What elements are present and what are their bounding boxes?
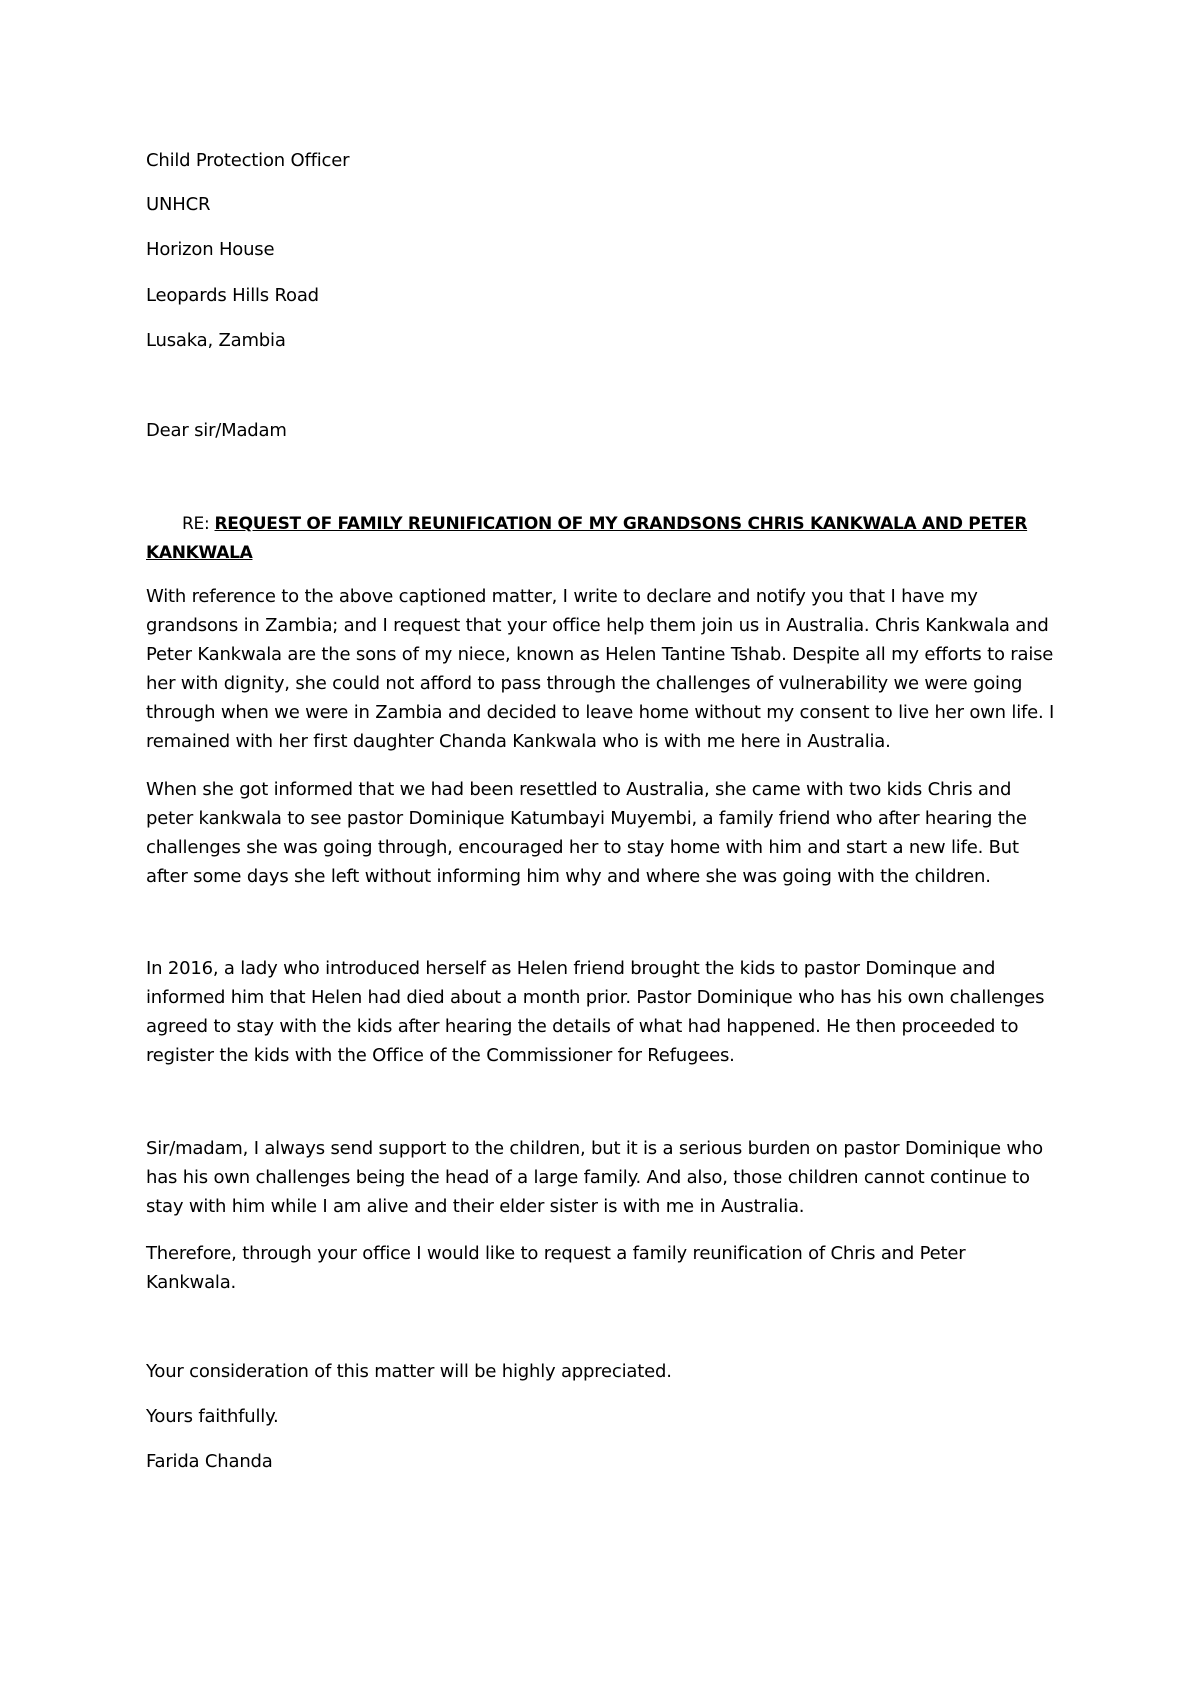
recipient-street: Leopards Hills Road xyxy=(146,285,319,306)
re-subject: REQUEST OF FAMILY REUNIFICATION OF MY GRANDSONS CHRIS KANKWALA AND PETER KANKWALA xyxy=(146,514,1028,563)
signature-name: Farida Chanda xyxy=(146,1451,273,1472)
salutation: Dear sir/Madam xyxy=(146,420,287,441)
re-subject-line xyxy=(146,510,1046,568)
closing-valediction: Yours faithfully. xyxy=(146,1406,279,1427)
re-prefix: RE: xyxy=(182,514,215,534)
body-paragraph-4: Sir/madam, I always send support to the children, but it is a serious burden on pastor Dominique who has his own challenges being the head of a large family. And also, those children cannot continue to stay with him while I am alive and their elder sister is with me in Australia. xyxy=(146,1138,1043,1217)
recipient-building: Horizon House xyxy=(146,239,275,260)
body-paragraph-5: Therefore, through your office I would like to request a family reunification of Chris and Peter Kankwala. xyxy=(146,1243,966,1293)
closing-remark: Your consideration of this matter will be highly appreciated. xyxy=(146,1361,672,1382)
body-paragraph-3: In 2016, a lady who introduced herself as Helen friend brought the kids to pastor Dominque and informed him that Helen had died about a month prior. Pastor Dominique who has his own challenges agreed to stay with the kids after hearing the details of what had happened. He then proceeded to register the kids with the Office of the Commissioner for Refugees. xyxy=(146,958,1045,1066)
body-paragraph-1: With reference to the above captioned matter, I write to declare and notify you that I have my grandsons in Zambia; and I request that your office help them join us in Australia. Chris Kankwala and Peter Kankwala are the sons of my niece, known as Helen Tantine Tshab. Despite all my efforts to raise her with dignity, she could not afford to pass through the challenges of vulnerability we were going through when we were in Zambia and decided to leave home without my consent to live her own life. I remained with her first daughter Chanda Kankwala who is with me here in Australia. xyxy=(146,586,1055,752)
recipient-city: Lusaka, Zambia xyxy=(146,330,286,351)
recipient-title: Child Protection Officer xyxy=(146,150,350,171)
body-paragraph-2: When she got informed that we had been resettled to Australia, she came with two kids Chris and peter kankwala to see pastor Dominique Katumbayi Muyembi, a family friend who after hearing the challenges she was going through, encouraged her to stay home with him and start a new life. But after some days she left without informing him why and where she was going with the children. xyxy=(146,779,1027,887)
recipient-organization: UNHCR xyxy=(146,194,211,215)
